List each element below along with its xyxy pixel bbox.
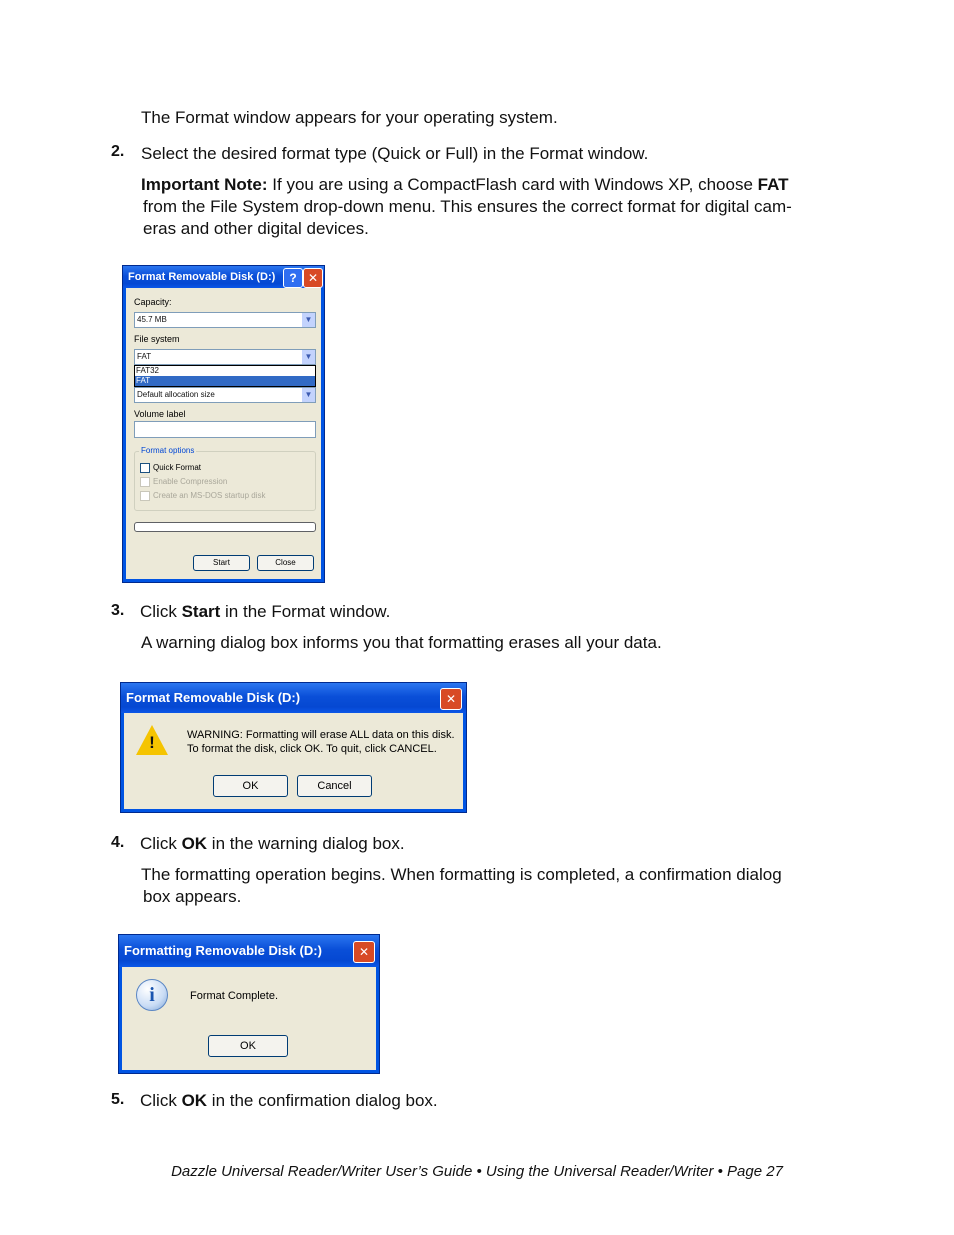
step-5-number: 5. [111,1091,125,1108]
file-system-dropdown [134,365,316,387]
format-window [122,265,325,583]
quick-format-checkbox[interactable] [140,463,150,473]
allocation-select[interactable] [134,387,316,403]
important-note-label: Important Note: [141,175,268,194]
close-icon[interactable]: ✕ [440,688,462,710]
step-5-text [140,1090,438,1112]
ok-button[interactable]: OK [213,775,288,797]
warning-dialog-client [124,713,463,809]
step-2-number: 2. [111,143,125,160]
step-3-text [140,601,390,623]
format-window-title: Format Removable Disk (D:) [123,266,324,288]
step-3-pre: Click [140,602,182,621]
step-4-bold: OK [181,834,208,853]
msdos-checkbox [140,491,150,501]
step-4-pre: Click [140,834,182,853]
capacity-label: Capacity: [134,297,172,307]
volume-label-label: Volume label [134,409,186,419]
page-footer: Dazzle Universal Reader/Writer User’s Guide • Using the Universal Reader/Writer • Page 27 [171,1163,783,1180]
compression-label: Enable Compression [153,477,228,486]
complete-message: Format Complete. [190,990,279,1002]
complete-dialog [118,934,380,1074]
step-5-pre: Click [140,1091,182,1110]
close-button[interactable]: Close [257,555,314,571]
important-note-line1 [141,174,789,196]
quick-format-label: Quick Format [153,463,202,472]
ok-button[interactable]: OK [208,1035,288,1057]
format-window-client [126,288,321,579]
format-options-legend: Format options [141,446,195,455]
warning-dialog [120,682,467,813]
step-4-text [140,833,405,855]
warning-line2: To format the disk, click OK. To quit, click CANCEL. [187,743,437,755]
file-system-value: FAT [137,352,152,361]
compression-checkbox [140,477,150,487]
important-note-line2: from the File System drop-down menu. This ensures the correct format for digital cam- [143,197,792,216]
info-icon: i [136,979,168,1011]
option-fat[interactable]: FAT [135,376,315,386]
step-3-post: in the Format window. [220,602,391,621]
capacity-value: 45.7 MB [137,315,167,324]
option-fat32[interactable]: FAT32 [136,366,159,375]
step-4-sub1: The formatting operation begins. When formatting is completed, a confirmation dialog [141,865,782,884]
allocation-value: Default allocation size [137,390,215,399]
chevron-down-icon: ▼ [302,388,315,402]
file-system-select[interactable] [134,349,316,365]
volume-label-input[interactable] [134,421,316,438]
warning-line1: WARNING: Formatting will erase ALL data on this disk. [187,729,455,741]
chevron-down-icon: ▼ [302,313,315,327]
chevron-down-icon: ▼ [302,350,315,364]
step-5-bold: OK [181,1091,208,1110]
warning-dialog-title: Format Removable Disk (D:) [121,683,466,713]
start-button[interactable]: Start [193,555,250,571]
step-4-post: in the warning dialog box. [207,834,405,853]
help-icon[interactable]: ? [283,268,303,288]
file-system-label: File system [134,334,180,344]
note-fat: FAT [757,175,789,194]
step-4-number: 4. [111,834,125,851]
step-3-bold: Start [181,602,221,621]
cancel-button[interactable]: Cancel [297,775,372,797]
complete-dialog-client [122,967,376,1070]
note-text: If you are using a CompactFlash card with Windows XP, choose [267,175,758,194]
capacity-select[interactable] [134,312,316,328]
progress-bar [134,522,316,532]
step-3-number: 3. [111,602,125,619]
step-3-sub: A warning dialog box informs you that formatting erases all your data. [141,633,662,652]
msdos-label: Create an MS-DOS startup disk [153,491,266,500]
important-note-line3: eras and other digital devices. [143,219,369,238]
step-2-text: Select the desired format type (Quick or Full) in the Format window. [141,144,649,163]
close-icon[interactable]: ✕ [353,941,375,963]
step-5-post: in the confirmation dialog box. [207,1091,438,1110]
step-4-sub2: box appears. [143,887,242,906]
intro-text: The Format window appears for your operating system. [141,108,558,127]
complete-dialog-title: Formatting Removable Disk (D:) [119,935,379,967]
close-icon[interactable]: ✕ [303,268,323,288]
warning-icon-mark: ! [149,733,155,752]
